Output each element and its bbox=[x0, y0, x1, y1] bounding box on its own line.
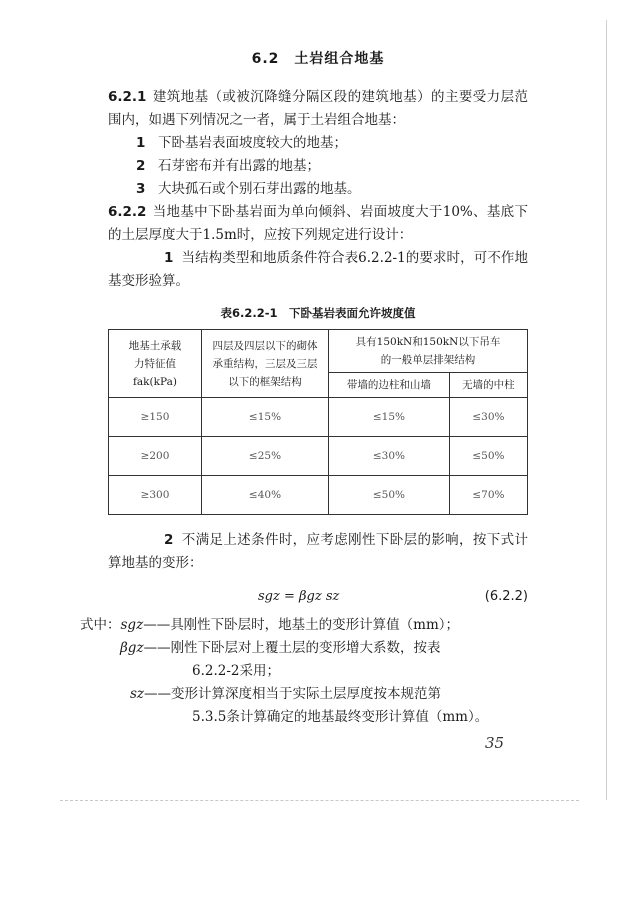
header-text: 承重结构，三层及三层 bbox=[212, 357, 318, 370]
definition-text: ——具刚性下卧层时，地基土的变形计算值（mm）； bbox=[143, 617, 460, 633]
item-number: 2 bbox=[136, 158, 146, 174]
header-text: fak(kPa) bbox=[133, 375, 177, 388]
definition-text: ——变形计算深度相当于实际土层厚度按本规范第 bbox=[144, 686, 442, 702]
table-header-row bbox=[109, 330, 528, 373]
definition-symbol: βgz bbox=[120, 640, 144, 656]
item-text: 不满足上述条件时，应考虑刚性下卧层的影响，按下式计算地基的变形： bbox=[108, 532, 528, 571]
clause-6-2-1 bbox=[108, 86, 528, 132]
definition-line bbox=[130, 683, 528, 706]
item-number: 2 bbox=[164, 532, 174, 548]
clause-number: 6.2.2 bbox=[108, 204, 147, 220]
formula: sgz = βgz sz bbox=[258, 589, 340, 604]
table-row bbox=[109, 476, 528, 515]
formula-row bbox=[108, 589, 528, 604]
definition-lead: 式中： bbox=[80, 617, 121, 633]
header-text: 具有150kN和150kN以下吊车 bbox=[355, 336, 501, 348]
item-text: 下卧基岩表面坡度较大的地基； bbox=[158, 135, 347, 151]
formula-number: (6.2.2) bbox=[484, 589, 528, 604]
table-cell: ≤50% bbox=[329, 476, 450, 515]
table-cell: ≥150 bbox=[109, 398, 202, 437]
definition-symbol: sgz bbox=[120, 617, 144, 633]
item-text: 石芽密布并有出露的地基； bbox=[158, 158, 320, 174]
table-cell: ≤30% bbox=[449, 398, 527, 437]
page-content bbox=[80, 48, 528, 729]
header-text: 以下的框架结构 bbox=[228, 375, 302, 388]
item-number: 1 bbox=[164, 250, 174, 266]
table-header-cell bbox=[109, 330, 202, 398]
table-header-cell: 带墙的边柱和山墙 bbox=[329, 373, 450, 398]
table-row bbox=[109, 398, 528, 437]
list-item bbox=[108, 247, 528, 293]
item-number: 1 bbox=[136, 135, 146, 151]
definition-continuation: 6.2.2-2采用； bbox=[192, 663, 281, 679]
definition-text: ——刚性下卧层对上覆土层的变形增大系数，按表 bbox=[143, 640, 441, 656]
list-item bbox=[108, 132, 528, 155]
table-header-cell bbox=[202, 330, 329, 398]
list-item bbox=[108, 155, 528, 178]
clause-text: 当地基中下卧基岩面为单向倾斜、岩面坡度大于10%、基底下的土层厚度大于1.5m时，应按下列规定进行设计： bbox=[108, 204, 528, 243]
table-cell: ≤30% bbox=[329, 437, 450, 476]
item-number: 3 bbox=[136, 181, 146, 197]
table-row bbox=[109, 437, 528, 476]
definition-symbol: sz bbox=[130, 686, 145, 702]
table-cell: ≤15% bbox=[329, 398, 450, 437]
table-title: 表6.2.2-1 下卧基岩表面允许坡度值 bbox=[220, 306, 416, 320]
definition-continuation: 5.3.5条计算确定的地基最终变形计算值（mm）。 bbox=[192, 709, 489, 725]
table-cell: ≤50% bbox=[449, 437, 527, 476]
clause-number: 6.2.1 bbox=[108, 89, 147, 105]
definition-line bbox=[120, 637, 528, 660]
header-text: 四层及四层以下的砌体 bbox=[212, 339, 318, 352]
header-text: 地基土承载 bbox=[128, 339, 182, 352]
item-text: 当结构类型和地质条件符合表6.2.2-1的要求时，可不作地基变形验算。 bbox=[108, 250, 528, 289]
table-cell: ≤40% bbox=[202, 476, 329, 515]
header-text: 力特征值 bbox=[134, 357, 176, 370]
definitions bbox=[80, 614, 528, 729]
item-text: 大块孤石或个别石芽出露的地基。 bbox=[158, 181, 361, 197]
page-edge bbox=[606, 20, 607, 800]
table-cell: ≥200 bbox=[109, 437, 202, 476]
bottom-rule bbox=[60, 800, 579, 801]
clause-text: 建筑地基（或被沉降缝分隔区段的建筑地基）的主要受力层范围内，如遇下列情况之一者，属于土岩组合地基： bbox=[108, 89, 528, 128]
slope-table bbox=[108, 329, 528, 515]
list-item bbox=[108, 178, 528, 201]
clause-6-2-2 bbox=[108, 201, 528, 247]
table-cell: ≤70% bbox=[449, 476, 527, 515]
section-heading: 6.2 土岩组合地基 bbox=[251, 51, 385, 67]
table-cell: ≥300 bbox=[109, 476, 202, 515]
list-item bbox=[108, 529, 528, 575]
definition-line bbox=[80, 614, 528, 637]
page-number: 35 bbox=[485, 734, 505, 752]
table-header-cell: 无墙的中柱 bbox=[449, 373, 527, 398]
table-cell: ≤15% bbox=[202, 398, 329, 437]
table-header-cell bbox=[329, 330, 528, 373]
header-text: 的一般单层排架结构 bbox=[380, 354, 476, 366]
table-cell: ≤25% bbox=[202, 437, 329, 476]
